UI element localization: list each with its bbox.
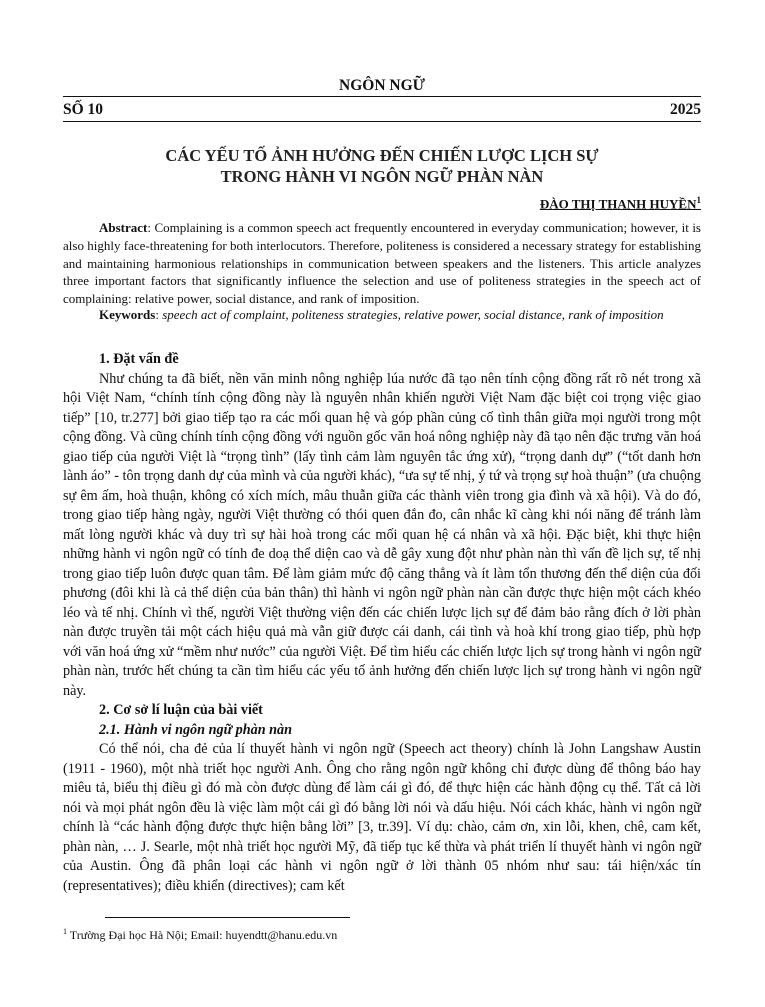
keywords: Keywords: speech act of complaint, politeness strategies, relative power, social distance, rank of imposition — [99, 307, 664, 322]
journal-name: NGÔN NGỮ — [339, 77, 425, 94]
article-body — [63, 350, 701, 896]
section-1-heading: 1. Đặt vấn đề — [99, 351, 179, 367]
issue-number: SỐ 10 — [63, 101, 104, 118]
abstract-text: : Complaining is a common speech act frequently encountered in everyday communication; however, it is also highly face-threatening for both interlocutors. Therefore, politeness is considered a necessary strategy for establishing and maintaining harmonious relationships in communication between speakers and the listeners. This article analyzes three important factors that significantly influence the selection and use of politeness strategies in the speech act of complaining: relative power, social distance, and rank of imposition. — [63, 220, 701, 307]
title-line-2: TRONG HÀNH VI NGÔN NGỮ PHÀN NÀN — [220, 167, 544, 186]
author-footnote-mark: 1 — [696, 195, 701, 205]
article-title — [63, 145, 701, 187]
footnote — [63, 927, 337, 943]
issue-bar — [63, 101, 701, 119]
footnote-mark: 1 — [63, 927, 67, 936]
author — [540, 195, 701, 212]
title-line-1: CÁC YẾU TỐ ẢNH HƯỞNG ĐẾN CHIẾN LƯỢC LỊCH SỰ — [165, 146, 599, 165]
header-rule-top — [63, 96, 701, 97]
issue-year: 2025 — [670, 101, 701, 118]
header-rule-bottom — [63, 121, 701, 122]
keywords-label: Keywords — [99, 307, 156, 322]
section-2-1-heading: 2.1. Hành vi ngôn ngữ phàn nàn — [99, 721, 293, 738]
abstract-label: Abstract — [99, 220, 148, 235]
footnote-text: Trường Đại học Hà Nội; Email: huyendtt@hanu.edu.vn — [67, 928, 338, 942]
section-2-heading: 2. Cơ sở lí luận của bài viết — [99, 702, 263, 718]
footnote-rule — [105, 917, 350, 918]
section-1-paragraph: Như chúng ta đã biết, nền văn minh nông nghiệp lúa nước đã tạo nên tính cộng đồng rất rõ nét trong xã hội Việt Nam, “chính tính cộng đồng này là nguyên nhân khiến người Việt Nam đặc biệt coi trọng việc giao tiếp” [10, tr.277] bởi giao tiếp tạo ra các mối quan hệ và góp phần củng cố tình thân giữa mọi người trong một cộng đồng. Và cũng chính tính cộng đồng với nguồn gốc văn hoá nông nghiệp này đã tạo nên đặc trưng văn hoá giao tiếp của người Việt là “trọng tình” (lấy tình cảm làm nguyên tắc ứng xử), “trọng danh dự” (“tốt danh hơn lành áo” - tôn trọng danh dự của mình và của người khác), “ưa sự tế nhị, ý tứ và trọng sự hoà thuận” (ưa chuộng sự êm ấm, hoà thuận, không có xích mích, mâu thuẫn giữa các thành viên trong gia đình và xã hội). Và do đó, trong giao tiếp hàng ngày, người Việt thường có thói quen đắn đo, cân nhắc kĩ càng khi nói năng để tránh làm mất lòng người khác và duy trì sự hài hoà trong các mối quan hệ cá nhân và xã hội. Đặc biệt, khi thực hiện những hành vi ngôn ngữ có tính đe doạ thể diện cao và dễ gây xung đột như phàn nàn thì vấn đề lịch sự, tế nhị trong giao tiếp luôn được quan tâm. Để làm giảm mức độ căng thẳng và ít làm tổn thương đến thể diện của đối phương (đôi khi là cả thể diện của bản thân) thì hành vi ngôn ngữ phàn nàn cần được thực hiện một cách khéo léo và tế nhị. Chính vì thế, người Việt thường viện đến các chiến lược lịch sự để đảm bảo rằng đích ở lời phàn nàn được truyền tải một cách hiệu quả mà vẫn giữ được cái danh, cái tình và hoà khí trong giao tiếp, phù hợp với văn hoá ứng xử “mềm như nước” của người Việt. Để tìm hiểu các chiến lược lịch sự trong hành vi ngôn ngữ phàn nàn, trước hết chúng ta cần tìm hiểu các yếu tố ảnh hưởng đến chiến lược lịch sự trong hành vi ngôn ngữ này. — [63, 370, 701, 699]
author-name: ĐÀO THỊ THANH HUYỀN — [539, 196, 697, 212]
abstract — [63, 219, 701, 308]
keywords-text: speech act of complaint, politeness strategies, relative power, social distance, rank of imposition — [162, 307, 664, 322]
section-2-1-paragraph: Có thể nói, cha đẻ của lí thuyết hành vi ngôn ngữ (Speech act theory) chính là John Langshaw Austin (1911 - 1960), một nhà triết học người Anh. Ông cho rằng ngôn ngữ không chỉ được dùng để thông báo hay miêu tả, biểu thị điều gì đó mà còn được dùng để làm cái gì đó, để thực hiện các hành động cụ thể. Tất cả lời nói và mọi phát ngôn đều là việc làm một cái gì đó bằng lời nói và dấu hiệu. Nói cách khác, hành vi ngôn ngữ chính là “các hành động được thực hiện bằng lời” [3, tr.39]. Ví dụ: chào, cảm ơn, xin lỗi, khen, chê, cam kết, phàn nàn, … J. Searle, một nhà triết học người Mỹ, đã tiếp tục kế thừa và phát triển lí thuyết hành vi ngôn ngữ của Austin. Ông đã phân loại các hành vi ngôn ngữ ở lời thành 05 nhóm như sau: tái hiện/xác tín (representatives); điều khiển (directives); cam kết — [63, 741, 701, 894]
